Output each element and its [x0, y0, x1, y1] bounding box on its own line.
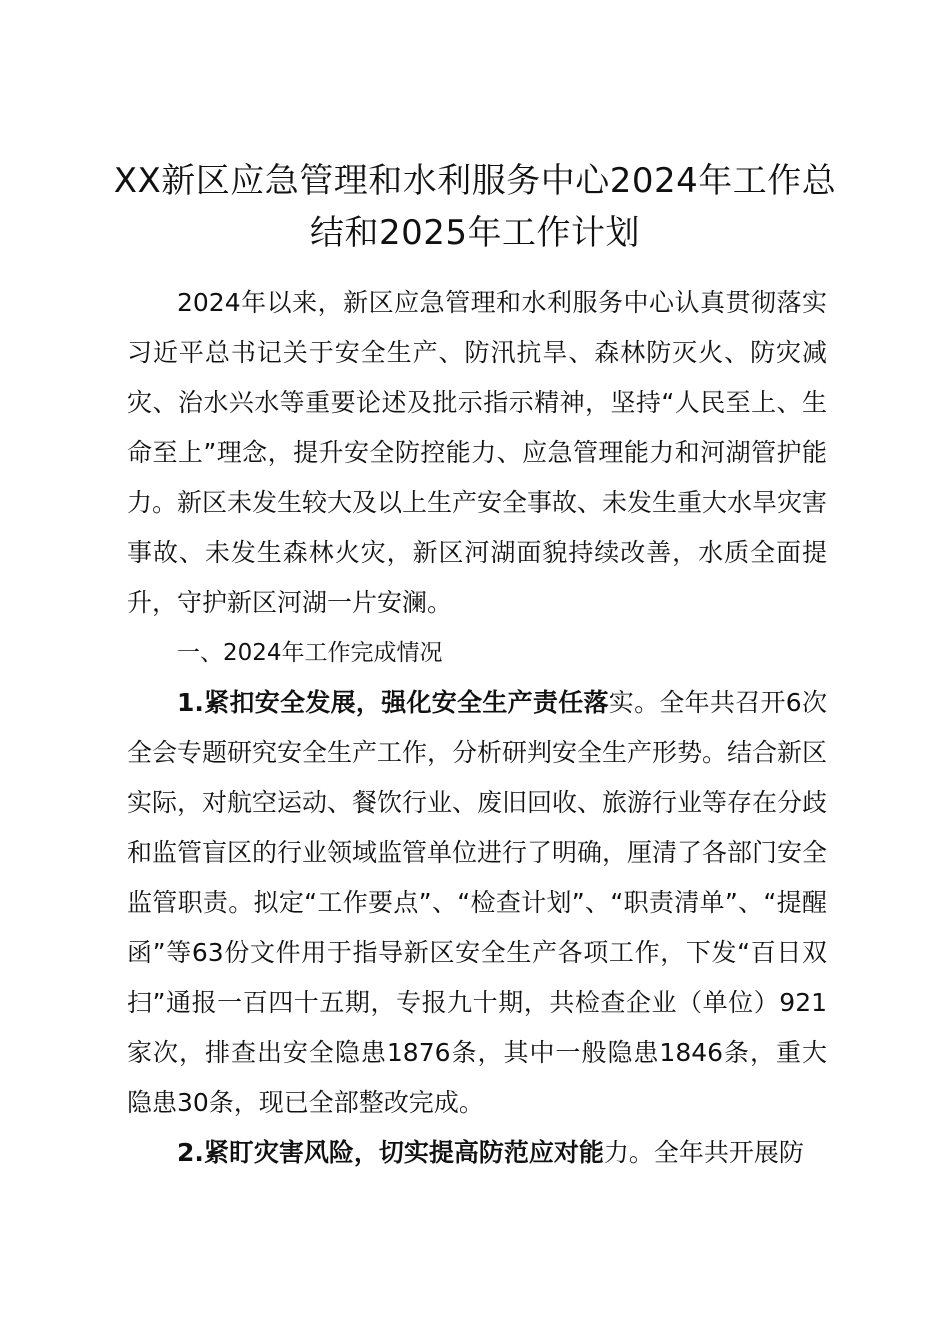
item-2-text: 力。全年共开展防 — [603, 1138, 804, 1167]
item-2-lead: 2.紧盯灾害风险，切实提高防范应对能 — [177, 1138, 604, 1167]
item-1-lead: 1.紧扣安全发展，强化安全生产责任落 — [177, 688, 609, 717]
item-1-paragraph — [127, 678, 827, 1128]
item-1-text: 实。全年共召开6次全会专题研究安全生产工作，分析研判安全生产形势。结合新区实际，对航空运动、餐饮行业、废旧回收、旅游行业等存在分歧和监管盲区的行业领域监管单位进行了明确，厘清了各部门安全监管职责。拟定“工作要点”、“检查计划”、“职责清单”、“提醒函”等63份文件用于指导新区安全生产各项工作，下发“百日双扫”通报一百四十五期，专报九十期，共检查企业（单位）921家次，排查出安全隐患1876条，其中一般隐患1846条，重大隐患30条，现已全部整改完成。 — [127, 688, 828, 1117]
item-2-paragraph — [127, 1128, 827, 1178]
document-title: XX新区应急管理和水利服务中心2024年工作总结和2025年工作计划 — [113, 161, 837, 253]
section-heading: 一、2024年工作完成情况 — [177, 640, 443, 666]
intro-paragraph: 2024年以来，新区应急管理和水利服务中心认真贯彻落实习近平总书记关于安全生产、防汛抗旱、森林防灭火、防灾减灾、治水兴水等重要论述及批示指示精神，坚持“人民至上、生命至上”理念，提升安全防控能力、应急管理能力和河湖管护能力。新区未发生较大及以上生产安全事故、未发生重大水旱灾害事故、未发生森林火灾，新区河湖面貌持续改善，水质全面提升，守护新区河湖一片安澜。 — [127, 288, 828, 617]
